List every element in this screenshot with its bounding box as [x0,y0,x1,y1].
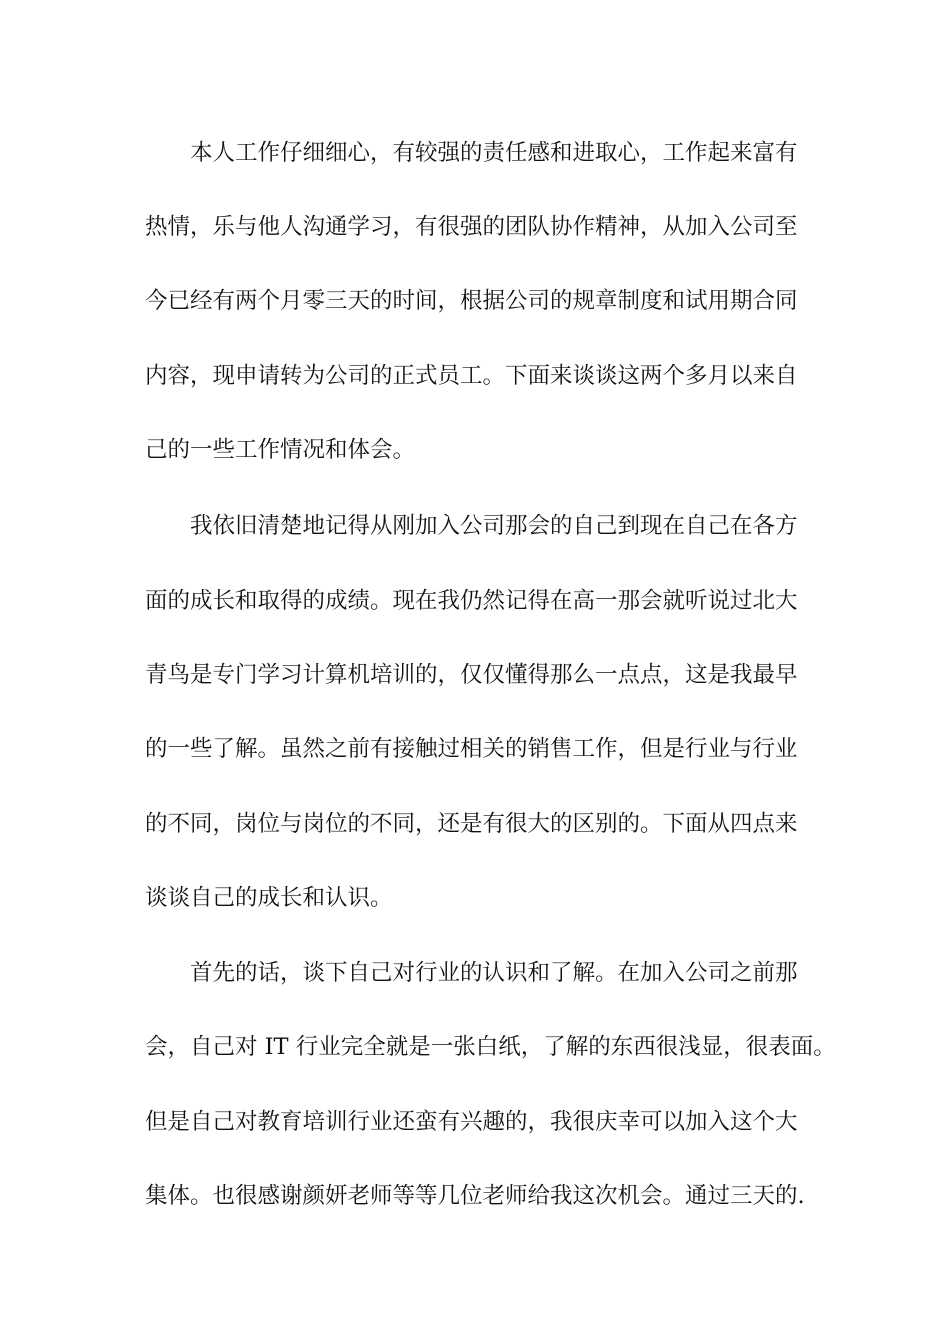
paragraph-2-line-4: 的一些了解。虽然之前有接触过相关的销售工作，但是行业与行业 [145,736,798,762]
paragraph-1-line-5: 己的一些工作情况和体会。 [145,437,416,463]
paragraph-2-line-6: 谈谈自己的成长和认识。 [145,885,393,911]
paragraph-2-line-5: 的不同，岗位与岗位的不同，还是有很大的区别的。下面从四点来 [145,811,798,837]
paragraph-1-line-3: 今已经有两个月零三天的时间，根据公司的规章制度和试用期合同 [145,288,798,314]
paragraph-2-line-1: 我依旧清楚地记得从刚加入公司那会的自己到现在自己在各方 [190,513,798,539]
paragraph-3-line-3: 但是自己对教育培训行业还蛮有兴趣的，我很庆幸可以加入这个大 [145,1109,798,1135]
paragraph-3-line-1: 首先的话，谈下自己对行业的认识和了解。在加入公司之前那 [190,960,798,986]
paragraph-3-line-4: 集体。也很感谢颜妍老师等等几位老师给我这次机会。通过三天的. [145,1183,805,1209]
paragraph-3-line-2: 会，自己对 IT 行业完全就是一张白纸，了解的东西很浅显，很表面。 [145,1034,836,1060]
paragraph-2-line-3: 青鸟是专门学习计算机培训的，仅仅懂得那么一点点，这是我最早 [145,662,798,688]
paragraph-2-line-2: 面的成长和取得的成绩。现在我仍然记得在高一那会就听说过北大 [145,588,798,614]
paragraph-1-line-4: 内容，现申请转为公司的正式员工。下面来谈谈这两个多月以来自 [145,363,798,389]
paragraph-1-line-1: 本人工作仔细细心，有较强的责任感和进取心，工作起来富有 [190,140,798,166]
paragraph-1-line-2: 热情，乐与他人沟通学习，有很强的团队协作精神，从加入公司至 [145,214,798,240]
